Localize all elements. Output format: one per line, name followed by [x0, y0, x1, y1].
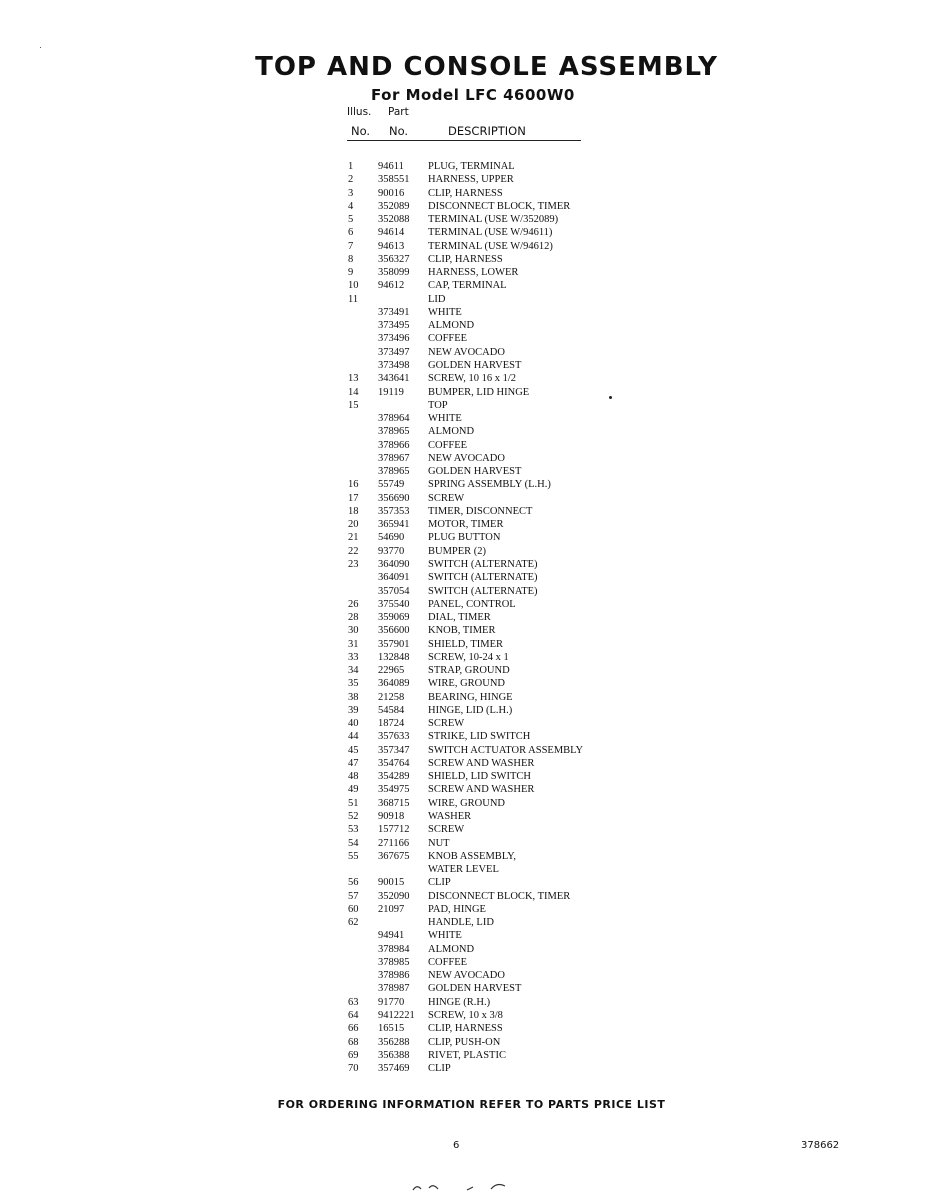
part-row	[348, 1049, 648, 1062]
illus-number: 34	[348, 665, 359, 677]
part-number: 373491	[378, 306, 410, 318]
part-description: SCREW, 10 16 x 1/2	[428, 373, 516, 385]
illus-number: 22	[348, 545, 359, 557]
part-number: 352090	[378, 890, 410, 902]
part-description: SWITCH (ALTERNATE)	[428, 558, 538, 570]
part-description: COFFEE	[428, 439, 468, 451]
illus-number: 40	[348, 718, 359, 730]
illus-number: 1	[348, 161, 354, 172]
part-number: 375540	[378, 598, 410, 610]
part-row	[348, 425, 648, 438]
part-number: 9412221	[378, 1010, 415, 1021]
part-row	[348, 943, 648, 956]
part-description: DISCONNECT BLOCK, TIMER	[428, 200, 571, 212]
part-row	[348, 651, 648, 664]
part-description: TERMINAL (USE W/94612)	[428, 240, 553, 252]
part-description: HARNESS, UPPER	[428, 174, 514, 186]
part-number: 364091	[378, 572, 410, 584]
part-description: COFFEE	[428, 333, 468, 345]
part-row	[348, 850, 648, 863]
part-number: 271166	[378, 837, 410, 849]
illus-number: 52	[348, 811, 359, 823]
part-row	[348, 585, 648, 598]
part-description: CLIP, HARNESS	[428, 253, 503, 265]
part-row	[348, 253, 648, 266]
part-description: HANDLE, LID	[428, 917, 494, 929]
part-row	[348, 359, 648, 372]
part-description: GOLDEN HARVEST	[428, 359, 522, 371]
part-description: HINGE, LID (L.H.)	[428, 704, 513, 716]
illus-number: 11	[348, 293, 359, 305]
part-number: 93770	[378, 545, 405, 557]
illus-number: 8	[348, 253, 354, 265]
part-row	[348, 996, 648, 1009]
illus-number: 44	[348, 731, 359, 743]
part-number: 55749	[378, 479, 405, 491]
part-description: NEW AVOCADO	[428, 346, 505, 358]
illus-number: 7	[348, 240, 354, 252]
part-number: 356288	[378, 1036, 410, 1048]
part-description: ALMOND	[428, 320, 475, 332]
illus-number: 9	[348, 267, 354, 279]
illus-number: 20	[348, 519, 359, 531]
part-description: BUMPER, LID HINGE	[428, 386, 530, 398]
header-illus: Illus.	[347, 106, 372, 118]
part-description: SCREW, 10-24 x 1	[428, 651, 509, 663]
part-number: 354764	[378, 757, 410, 769]
part-number: 373498	[378, 359, 410, 371]
part-row	[348, 744, 648, 757]
part-number: 378986	[378, 970, 410, 982]
part-description: WIRE, GROUND	[428, 797, 505, 809]
part-row	[348, 797, 648, 810]
illus-number: 68	[348, 1036, 359, 1048]
part-number: 54690	[378, 532, 405, 544]
part-description: KNOB ASSEMBLY,	[428, 850, 517, 862]
part-description: SWITCH (ALTERNATE)	[428, 585, 538, 597]
part-description: PAD, HINGE	[428, 903, 486, 915]
part-row	[348, 558, 648, 571]
part-description: DISCONNECT BLOCK, TIMER	[428, 890, 571, 902]
part-description: SCREW	[428, 824, 465, 836]
part-row	[348, 903, 648, 916]
part-row	[348, 823, 648, 836]
part-number: 358551	[378, 174, 410, 186]
part-row	[348, 1062, 648, 1075]
header-part-no: No.	[389, 124, 409, 138]
part-number: 90918	[378, 811, 405, 823]
illus-number: 5	[348, 214, 354, 226]
part-row	[348, 412, 648, 425]
illus-number: 69	[348, 1049, 359, 1061]
part-description: CLIP, HARNESS	[428, 187, 503, 199]
part-number: 354975	[378, 784, 410, 796]
part-row	[348, 187, 648, 200]
illus-number: 4	[348, 200, 354, 212]
part-number: 378965	[378, 426, 410, 438]
part-number: 94613	[378, 240, 405, 252]
part-description: NEW AVOCADO	[428, 452, 505, 464]
part-description: CLIP	[428, 877, 451, 889]
part-row	[348, 160, 648, 173]
part-description: SHIELD, TIMER	[428, 638, 504, 650]
illus-number: 62	[348, 917, 359, 929]
part-number: 359069	[378, 612, 410, 624]
illus-number: 26	[348, 598, 359, 610]
part-number: 373496	[378, 333, 410, 345]
part-row	[348, 545, 648, 558]
illus-number: 30	[348, 625, 359, 637]
illus-number: 54	[348, 837, 359, 849]
part-row	[348, 624, 648, 637]
illus-number: 18	[348, 505, 359, 517]
part-number: 373497	[378, 346, 410, 358]
part-row	[348, 213, 648, 226]
part-description: HINGE (R.H.)	[428, 996, 491, 1008]
part-row	[348, 916, 648, 929]
part-row	[348, 770, 648, 783]
part-row	[348, 876, 648, 889]
part-description: ALMOND	[428, 426, 475, 438]
part-row	[348, 783, 648, 796]
part-number: 364090	[378, 558, 410, 570]
illus-number: 33	[348, 651, 359, 663]
part-number: 357901	[378, 638, 410, 650]
part-row	[348, 691, 648, 704]
header-rule	[347, 140, 581, 141]
part-row	[348, 717, 648, 730]
part-description: WHITE	[428, 413, 462, 425]
part-description: RIVET, PLASTIC	[428, 1049, 506, 1061]
part-number: 357353	[378, 505, 410, 517]
illus-number: 38	[348, 691, 359, 703]
part-description: DIAL, TIMER	[428, 612, 491, 624]
part-description: SCREW AND WASHER	[428, 757, 535, 769]
part-row	[348, 200, 648, 213]
part-row	[348, 465, 648, 478]
page-number: 6	[453, 1140, 460, 1151]
illus-number: 47	[348, 757, 359, 769]
part-number: 91770	[378, 996, 405, 1008]
part-number: 378967	[378, 452, 410, 464]
scan-mark	[405, 1180, 515, 1196]
part-description: STRIKE, LID SWITCH	[428, 731, 531, 743]
part-row	[348, 704, 648, 717]
part-number: 157712	[378, 824, 410, 836]
part-description: WATER LEVEL	[428, 864, 499, 876]
part-row	[348, 266, 648, 279]
part-number: 90015	[378, 877, 405, 889]
part-row	[348, 452, 648, 465]
part-description: SCREW, 10 x 3/8	[428, 1010, 503, 1021]
parts-list	[348, 160, 648, 1075]
part-description: WASHER	[428, 811, 472, 823]
part-number: 132848	[378, 651, 410, 663]
part-number: 373495	[378, 320, 410, 332]
part-description: NUT	[428, 837, 450, 849]
part-number: 368715	[378, 797, 410, 809]
part-row	[348, 837, 648, 850]
part-row	[348, 757, 648, 770]
illus-number: 2	[348, 174, 354, 186]
part-number: 357347	[378, 744, 410, 756]
part-description: WHITE	[428, 306, 462, 318]
illus-number: 45	[348, 744, 359, 756]
part-number: 378987	[378, 983, 410, 995]
part-number: 352088	[378, 214, 410, 226]
illus-number: 14	[348, 386, 359, 398]
part-number: 357633	[378, 731, 410, 743]
part-description: BUMPER (2)	[428, 545, 487, 557]
illus-number: 6	[348, 227, 354, 239]
part-row	[348, 1009, 648, 1022]
illus-number: 28	[348, 612, 359, 624]
part-number: 378984	[378, 943, 410, 955]
part-description: ALMOND	[428, 943, 475, 955]
part-number: 356600	[378, 625, 410, 637]
part-number: 343641	[378, 373, 410, 385]
illus-number: 16	[348, 479, 359, 491]
part-number: 94941	[378, 930, 405, 942]
part-description: SCREW	[428, 718, 465, 730]
part-row	[348, 306, 648, 319]
part-number: 367675	[378, 850, 410, 862]
illus-number: 15	[348, 399, 359, 411]
illus-number: 17	[348, 492, 359, 504]
part-description: GOLDEN HARVEST	[428, 466, 522, 478]
part-row	[348, 969, 648, 982]
part-row	[348, 226, 648, 239]
illus-number: 63	[348, 996, 359, 1008]
part-row	[348, 611, 648, 624]
part-number: 378965	[378, 466, 410, 478]
document-number: 378662	[801, 1140, 840, 1151]
part-number: 356388	[378, 1049, 410, 1061]
illus-number: 53	[348, 824, 359, 836]
illus-number: 60	[348, 903, 359, 915]
part-description: WHITE	[428, 930, 462, 942]
illus-number: 55	[348, 850, 359, 862]
part-row	[348, 1022, 648, 1035]
part-number: 365941	[378, 519, 410, 531]
illus-number: 21	[348, 532, 359, 544]
part-description: LID	[428, 293, 446, 305]
illus-number: 3	[348, 187, 354, 199]
part-number: 19119	[378, 386, 404, 398]
part-row	[348, 319, 648, 332]
part-description: CAP, TERMINAL	[428, 280, 507, 292]
part-description: TIMER, DISCONNECT	[428, 505, 533, 517]
part-number: 94611	[378, 161, 404, 172]
part-number: 352089	[378, 200, 410, 212]
illus-number: 13	[348, 373, 359, 385]
part-description: SCREW AND WASHER	[428, 784, 535, 796]
part-row	[348, 439, 648, 452]
part-row	[348, 332, 648, 345]
part-row	[348, 372, 648, 385]
part-row	[348, 492, 648, 505]
part-row	[348, 386, 648, 399]
part-number: 357469	[378, 1063, 410, 1075]
part-number: 18724	[378, 718, 405, 730]
part-description: NEW AVOCADO	[428, 970, 505, 982]
part-description: HARNESS, LOWER	[428, 267, 519, 279]
part-row	[348, 518, 648, 531]
illus-number: 70	[348, 1063, 359, 1075]
illus-number: 39	[348, 704, 359, 716]
part-row	[348, 982, 648, 995]
part-row	[348, 531, 648, 544]
part-description: MOTOR, TIMER	[428, 519, 504, 531]
scan-speck	[609, 396, 612, 399]
part-description: PLUG, TERMINAL	[428, 161, 515, 172]
illus-number: 57	[348, 890, 359, 902]
illus-number: 23	[348, 558, 359, 570]
illus-number: 64	[348, 1010, 359, 1021]
part-row	[348, 1036, 648, 1049]
part-description: CLIP, PUSH-ON	[428, 1036, 501, 1048]
part-row	[348, 571, 648, 584]
part-number: 21258	[378, 691, 405, 703]
header-part: Part	[388, 106, 409, 118]
part-row	[348, 598, 648, 611]
part-description: BEARING, HINGE	[428, 691, 513, 703]
part-number: 357054	[378, 585, 410, 597]
part-row	[348, 173, 648, 186]
part-description: KNOB, TIMER	[428, 625, 496, 637]
part-description: SHIELD, LID SWITCH	[428, 771, 531, 783]
part-number: 16515	[378, 1023, 405, 1035]
part-row	[348, 664, 648, 677]
part-row	[348, 863, 648, 876]
part-row	[348, 638, 648, 651]
part-description: SCREW	[428, 492, 465, 504]
illus-number: 56	[348, 877, 359, 889]
part-row	[348, 677, 648, 690]
part-number: 378964	[378, 413, 410, 425]
part-row	[348, 810, 648, 823]
part-row	[348, 956, 648, 969]
illus-number: 66	[348, 1023, 359, 1035]
part-description: TERMINAL (USE W/94611)	[428, 227, 553, 239]
part-description: TOP	[428, 399, 448, 411]
part-row	[348, 890, 648, 903]
part-description: STRAP, GROUND	[428, 665, 510, 677]
part-number: 378966	[378, 439, 410, 451]
part-row	[348, 730, 648, 743]
illus-number: 31	[348, 638, 359, 650]
part-description: COFFEE	[428, 956, 468, 968]
part-number: 22965	[378, 665, 405, 677]
part-number: 94614	[378, 227, 405, 239]
part-row	[348, 279, 648, 292]
part-number: 354289	[378, 771, 410, 783]
scan-speck	[40, 47, 41, 48]
part-number: 358099	[378, 267, 410, 279]
part-description: SPRING ASSEMBLY (L.H.)	[428, 479, 551, 491]
part-row	[348, 505, 648, 518]
part-description: PANEL, CONTROL	[428, 598, 516, 610]
header-description: DESCRIPTION	[448, 124, 526, 138]
part-row	[348, 929, 648, 942]
part-row	[348, 240, 648, 253]
part-row	[348, 399, 648, 412]
part-description: TERMINAL (USE W/352089)	[428, 214, 559, 226]
part-row	[348, 293, 648, 306]
part-row	[348, 478, 648, 491]
illus-number: 51	[348, 797, 359, 809]
illus-number: 10	[348, 280, 359, 292]
part-number: 356327	[378, 253, 410, 265]
part-number: 21097	[378, 903, 405, 915]
part-number: 94612	[378, 280, 405, 292]
part-description: CLIP, HARNESS	[428, 1023, 503, 1035]
part-description: CLIP	[428, 1063, 451, 1075]
illus-number: 49	[348, 784, 359, 796]
part-number: 54584	[378, 704, 405, 716]
part-number: 90016	[378, 187, 405, 199]
part-number: 378985	[378, 956, 410, 968]
part-number: 356690	[378, 492, 410, 504]
part-description: SWITCH (ALTERNATE)	[428, 572, 538, 584]
part-description: WIRE, GROUND	[428, 678, 505, 690]
part-description: PLUG BUTTON	[428, 532, 501, 544]
page-title: TOP AND CONSOLE ASSEMBLY	[255, 52, 718, 82]
part-row	[348, 346, 648, 359]
model-subtitle: For Model LFC 4600W0	[371, 86, 575, 104]
part-number: 364089	[378, 678, 410, 690]
illus-number: 35	[348, 678, 359, 690]
illus-number: 48	[348, 771, 359, 783]
part-description: SWITCH ACTUATOR ASSEMBLY	[428, 744, 584, 756]
ordering-note: FOR ORDERING INFORMATION REFER TO PARTS PRICE LIST	[277, 1098, 666, 1111]
header-illus-no: No.	[351, 124, 371, 138]
part-description: GOLDEN HARVEST	[428, 983, 522, 995]
